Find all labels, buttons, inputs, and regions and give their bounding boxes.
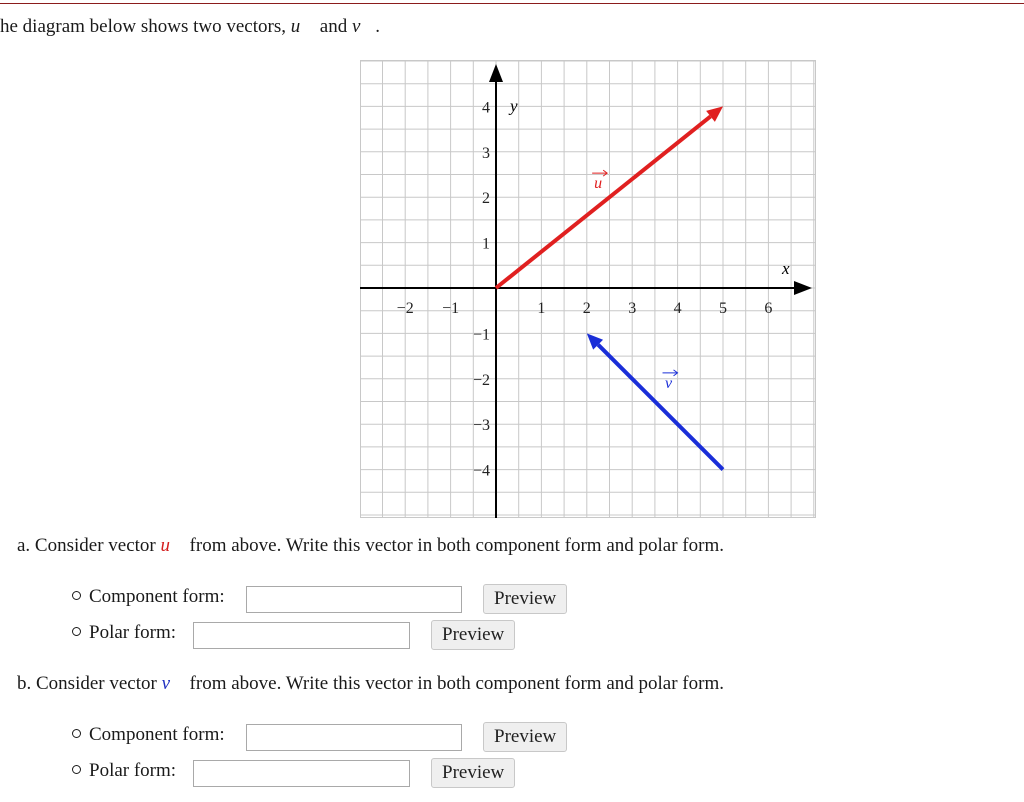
- y-tick-label: −1: [472, 326, 490, 344]
- x-axis-label: x: [782, 259, 790, 278]
- vector-u-line: [496, 116, 711, 288]
- intro-period: .: [375, 16, 380, 37]
- b-component-preview-button[interactable]: Preview: [483, 722, 567, 752]
- y-tick-label: 4: [482, 99, 490, 117]
- vector-v-label: v: [664, 374, 673, 392]
- question-a: [17, 535, 724, 557]
- question-b: [17, 673, 724, 695]
- y-axis-arrowhead: [489, 64, 503, 82]
- intro-prefix: he diagram below shows two vectors,: [0, 16, 291, 37]
- y-tick-label: −3: [472, 417, 490, 435]
- b-component-row: [72, 724, 225, 746]
- y-tick-label: 2: [482, 190, 490, 208]
- x-tick-label: 2: [582, 300, 591, 317]
- intro-text: [0, 16, 380, 38]
- x-tick-label: −1: [442, 300, 460, 317]
- y-tick-label: 1: [482, 235, 490, 253]
- a-component-label: Component form:: [89, 586, 225, 607]
- a-component-row: [72, 586, 225, 608]
- x-tick-label: 1: [537, 300, 546, 317]
- a-component-preview-button[interactable]: Preview: [483, 584, 567, 614]
- question-a-suffix: from above. Write this vector in both component form and polar form.: [184, 535, 724, 556]
- x-tick-label: 5: [719, 300, 727, 317]
- b-polar-preview-button[interactable]: Preview: [431, 758, 515, 788]
- vector-u-label: u: [594, 175, 603, 193]
- bullet-icon: [72, 765, 81, 774]
- a-polar-input[interactable]: [193, 622, 410, 649]
- bullet-icon: [72, 591, 81, 600]
- question-b-v-symbol: v⃗: [161, 673, 185, 694]
- vector-graph: [360, 60, 816, 518]
- vector-v-label-group: [663, 370, 678, 392]
- bullet-icon: [72, 729, 81, 738]
- intro-and: and: [315, 16, 352, 37]
- question-a-prefix: a. Consider vector: [17, 535, 161, 556]
- x-tick-label: 6: [764, 300, 773, 317]
- a-polar-row: [72, 622, 176, 644]
- b-component-label: Component form:: [89, 724, 225, 745]
- b-component-input[interactable]: [246, 724, 462, 751]
- question-b-prefix: b. Consider vector: [17, 673, 162, 694]
- question-a-u-symbol: u⃗: [160, 535, 185, 556]
- tick-labels: [397, 99, 773, 479]
- x-tick-label: −2: [396, 300, 414, 317]
- graph-svg: [360, 60, 816, 518]
- y-tick-label: −2: [472, 371, 490, 389]
- b-polar-row: [72, 760, 176, 782]
- b-polar-input[interactable]: [193, 760, 410, 787]
- x-axis-arrowhead: [794, 281, 812, 295]
- y-tick-label: 3: [482, 144, 490, 162]
- intro-v-symbol: v⃗: [351, 16, 376, 37]
- vector-v-line: [598, 345, 723, 470]
- a-polar-label: Polar form:: [89, 622, 177, 643]
- question-b-suffix: from above. Write this vector in both component form and polar form.: [184, 673, 724, 694]
- x-tick-label: 4: [673, 300, 682, 317]
- a-polar-preview-button[interactable]: Preview: [431, 620, 515, 650]
- y-tick-label: −4: [472, 462, 490, 480]
- y-axis-label: y: [510, 96, 518, 116]
- intro-u-symbol: u⃗: [290, 16, 316, 37]
- a-component-input[interactable]: [246, 586, 462, 613]
- x-tick-label: 3: [628, 300, 637, 317]
- vector-u-label-group: [592, 170, 607, 192]
- top-rule: [0, 3, 1024, 4]
- b-polar-label: Polar form:: [89, 760, 177, 781]
- bullet-icon: [72, 627, 81, 636]
